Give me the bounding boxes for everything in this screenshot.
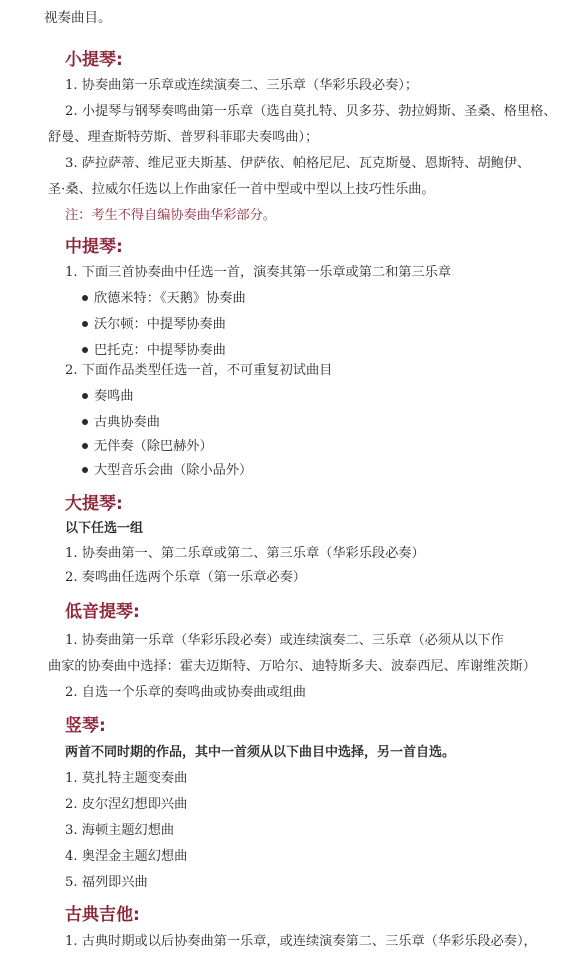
double-bass-item-1-cont: 曲家的协奏曲中选择：霍夫迈斯特、万哈尔、迪特斯多夫、波泰西尼、库谢维茨斯）: [48, 659, 536, 674]
cello-subheading: 以下任选一组: [65, 521, 144, 536]
cello-item-2: 2. 奏鸣曲任选两个乐章（第一乐章必奏）: [65, 570, 306, 585]
viola-type-item: 古典协奏曲: [82, 410, 160, 436]
violin-item-3: 3. 萨拉萨蒂、维尼亚夫斯基、伊萨依、帕格尼尼、瓦克斯曼、恩斯特、胡鲍伊、: [65, 156, 531, 171]
harp-heading: 竖琴:: [65, 716, 106, 736]
harp-piece-5: 5. 福列即兴曲: [65, 875, 148, 890]
double-bass-item-2: 2. 自选一个乐章的奏鸣曲或协奏曲或组曲: [65, 685, 306, 700]
violin-heading: 小提琴:: [65, 50, 123, 70]
bullet-icon: [82, 347, 88, 353]
viola-type-item: 大型音乐会曲（除小品外）: [82, 458, 252, 484]
double-bass-heading: 低音提琴:: [65, 602, 140, 622]
violin-item-2-cont: 舒曼、理查斯特劳斯、普罗科菲耶夫奏鸣曲）；: [48, 130, 319, 145]
bullet-icon: [82, 393, 88, 399]
violin-item-1: 1. 协奏曲第一乐章或连续演奏二、三乐章（华彩乐段必奏）；: [65, 78, 419, 93]
bullet-icon: [82, 321, 88, 327]
harp-piece-2: 2. 皮尔涅幻想即兴曲: [65, 797, 188, 812]
viola-type-item: 奏鸣曲: [82, 384, 134, 410]
cello-item-1: 1. 协奏曲第一、第二乐章或第二、第三乐章（华彩乐段必奏）: [65, 546, 425, 561]
violin-item-2: 2. 小提琴与钢琴奏鸣曲第一乐章（选自莫扎特、贝多芬、勃拉姆斯、圣桑、格里格、: [65, 104, 557, 119]
violin-item-3-cont: 圣·桑、拉威尔任选以上作曲家任一首中型或中型以上技巧性乐曲。: [48, 182, 435, 197]
viola-type-item: 无伴奏（除巴赫外）: [82, 434, 213, 460]
harp-subheading: 两首不同时期的作品，其中一首须从以下曲目中选择，另一首自选。: [65, 745, 456, 760]
harp-piece-4: 4. 奥涅金主题幻想曲: [65, 849, 188, 864]
harp-piece-3: 3. 海顿主题幻想曲: [65, 823, 175, 838]
intro-text: 视奏曲目。: [44, 10, 112, 26]
bullet-icon: [82, 295, 88, 301]
viola-concerto-item: 巴托克：中提琴协奏曲: [82, 338, 226, 364]
viola-heading: 中提琴:: [65, 237, 123, 257]
bullet-icon: [82, 443, 88, 449]
cello-heading: 大提琴:: [65, 494, 123, 514]
double-bass-item-1: 1. 协奏曲第一乐章（华彩乐段必奏）或连续演奏二、三乐章（必须从以下作: [65, 633, 504, 648]
viola-item-2: 2. 下面作品类型任选一首，不可重复初试曲目: [65, 363, 333, 378]
violin-note: 注：考生不得自编协奏曲华彩部分。: [65, 208, 276, 223]
viola-concerto-item: 沃尔顿：中提琴协奏曲: [82, 312, 226, 338]
bullet-icon: [82, 467, 88, 473]
viola-concerto-item: 欣德米特：《天鹅》协奏曲: [82, 286, 246, 312]
guitar-item-1: 1. 古典时期或以后协奏曲第一乐章，或连续演奏第二、三乐章（华彩乐段必奏），: [65, 934, 537, 949]
harp-piece-1: 1. 莫扎特主题变奏曲: [65, 771, 188, 786]
bullet-icon: [82, 419, 88, 425]
viola-item-1: 1. 下面三首协奏曲中任选一首，演奏其第一乐章或第二和第三乐章: [65, 265, 452, 280]
guitar-heading: 古典吉他:: [65, 905, 140, 925]
